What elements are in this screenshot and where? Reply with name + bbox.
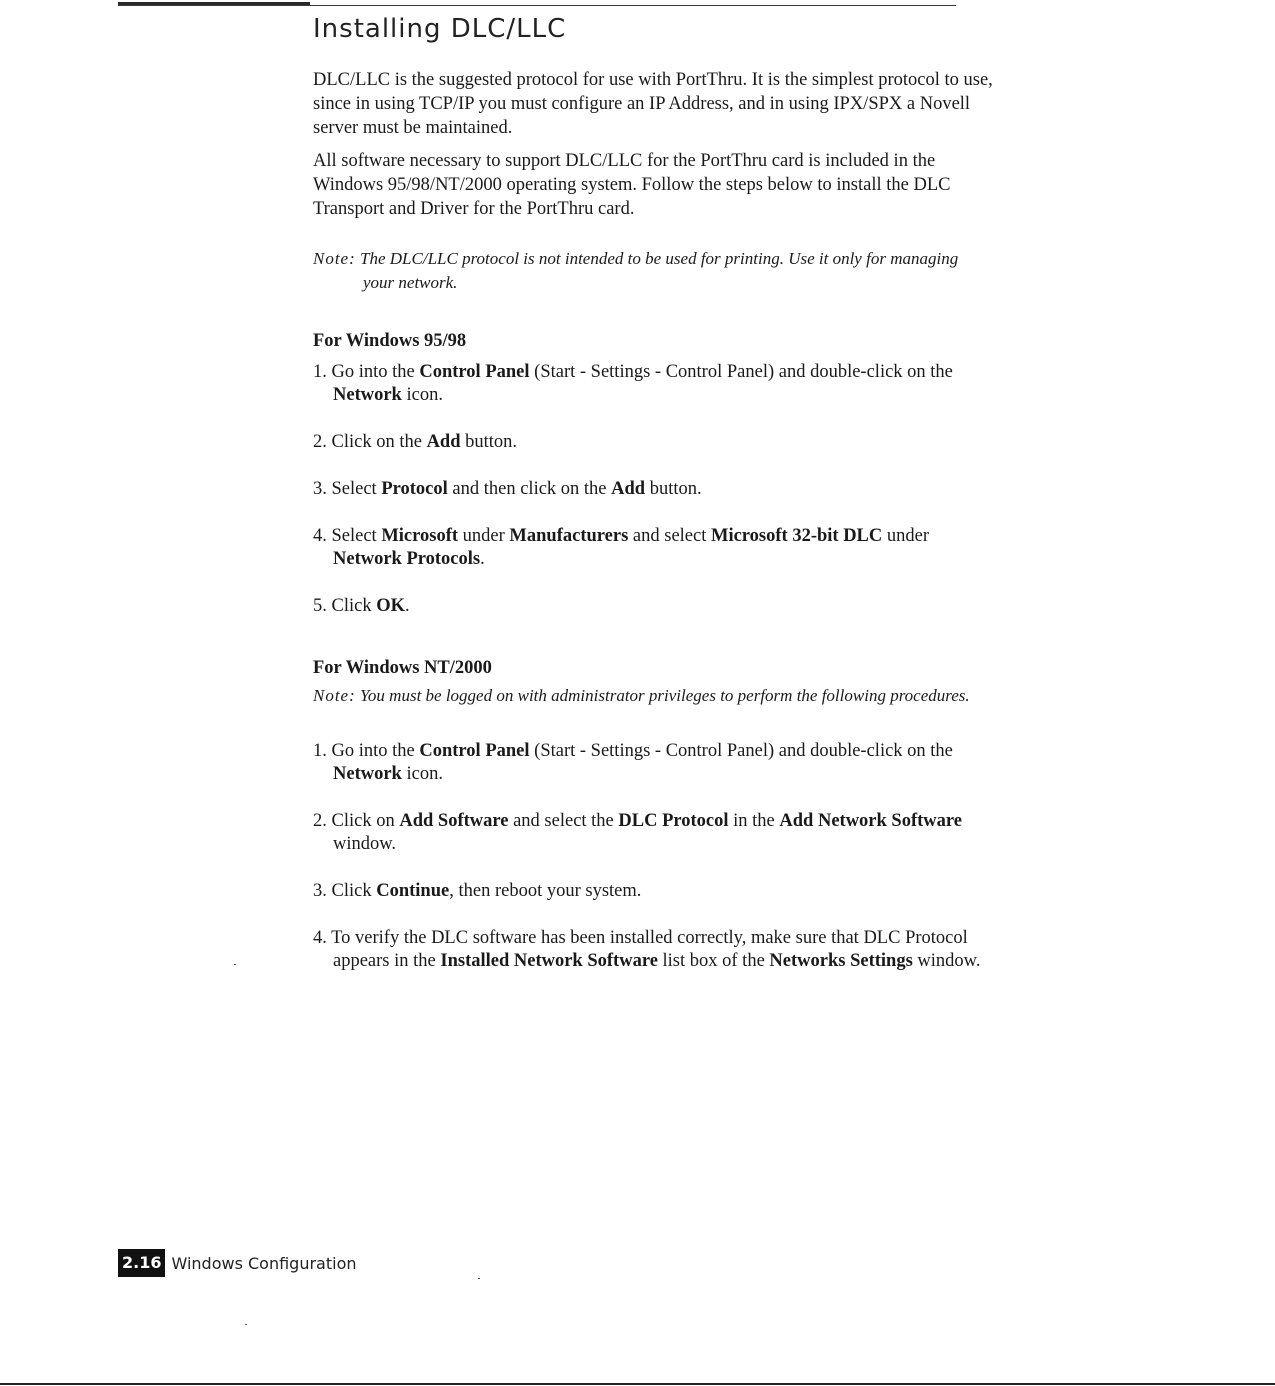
step-text: . [480, 549, 485, 569]
step-ui-term: Manufacturers [509, 526, 629, 546]
step-ui-term: Network [333, 385, 402, 405]
note-label: Note: [313, 686, 356, 705]
step-item [313, 478, 993, 501]
note-printing [313, 247, 993, 295]
note-admin [313, 684, 993, 708]
step-ui-term: Add Network Software [779, 811, 962, 831]
step-ui-term: Microsoft [381, 526, 459, 546]
step-text: 2. Click on the [313, 432, 427, 452]
scan-speck [478, 1278, 480, 1279]
scan-speck [245, 1324, 247, 1325]
step-text: 2. Click on [313, 811, 400, 831]
step-ui-term: Network [333, 764, 402, 784]
step-text: , then reboot your system. [449, 881, 642, 901]
page-title: Installing DLC/LLC [313, 14, 567, 44]
step-item [313, 431, 993, 454]
step-ui-term: Networks Settings [769, 951, 913, 971]
step-item [313, 740, 993, 786]
page-footer [118, 1249, 357, 1277]
step-text: and then click on the [447, 479, 612, 499]
step-text: button. [460, 432, 518, 452]
step-ui-term: DLC Protocol [618, 811, 729, 831]
steps-list-win9x [313, 361, 993, 618]
step-item [313, 361, 993, 407]
page-body [313, 68, 993, 997]
step-text: window. [912, 951, 981, 971]
step-item [313, 810, 993, 856]
scan-speck [234, 964, 236, 965]
step-ui-term: OK [376, 596, 405, 616]
step-text: list box of the [657, 951, 770, 971]
step-text: button. [645, 479, 702, 499]
step-text: (Start - Settings - Control Panel) and double-click on the [529, 741, 953, 761]
step-text: in the [728, 811, 780, 831]
step-ui-term: Protocol [381, 479, 448, 499]
note-text: You must be logged on with administrator privileges to perform the following procedures. [360, 686, 970, 705]
step-text: and select [628, 526, 711, 546]
step-text: 4. To verify the DLC software has been installed correctly, make sure that DLC Protocol appears in the [313, 928, 968, 971]
note-text: The DLC/LLC protocol is not intended to be used for printing. Use it only for managing your network. [360, 249, 959, 292]
step-ui-term: Network Protocols [333, 549, 481, 569]
note-label: Note: [313, 249, 356, 268]
step-text: window. [333, 834, 397, 854]
section-heading-win9x: For Windows 95/98 [313, 331, 467, 351]
step-ui-term: Add [426, 432, 461, 452]
step-text: 4. Select [313, 526, 382, 546]
step-ui-term: Continue [376, 881, 450, 901]
footer-section-title: Windows Configuration [171, 1253, 357, 1273]
step-text: . [405, 596, 410, 616]
section-heading-winnt: For Windows NT/2000 [313, 658, 492, 678]
step-ui-term: Control Panel [419, 741, 530, 761]
step-item [313, 525, 993, 571]
step-text: under [458, 526, 510, 546]
step-ui-term: Installed Network Software [440, 951, 658, 971]
step-item [313, 595, 993, 618]
step-text: icon. [401, 764, 443, 784]
page-number-badge: 2.16 [118, 1249, 165, 1277]
intro-paragraph: DLC/LLC is the suggested protocol for use with PortThru. It is the simplest protocol to use, since in using TCP/IP you must configure an IP Address, and in using IPX/SPX a Novell server must be maintained. [313, 70, 993, 138]
step-text: 3. Select [313, 479, 382, 499]
step-text: 5. Click [313, 596, 377, 616]
page-bottom-rule [0, 1383, 1275, 1385]
step-ui-term: Control Panel [419, 362, 530, 382]
header-rule [118, 5, 956, 6]
intro-paragraph: All software necessary to support DLC/LLC for the PortThru card is included in the Windows 95/98/NT/2000 operating system. Follow the steps below to install the DLC Transport and Driver for the PortThru card. [313, 151, 951, 219]
step-item [313, 880, 993, 903]
step-text: icon. [401, 385, 443, 405]
step-ui-term: Add [611, 479, 646, 499]
step-ui-term: Add Software [399, 811, 509, 831]
step-text: and select the [508, 811, 619, 831]
step-text: under [882, 526, 930, 546]
step-text: 1. Go into the [313, 741, 420, 761]
step-ui-term: Microsoft 32-bit DLC [710, 526, 883, 546]
step-text: (Start - Settings - Control Panel) and double-click on the [529, 362, 953, 382]
steps-list-winnt [313, 740, 993, 973]
step-text: 1. Go into the [313, 362, 420, 382]
step-item [313, 927, 993, 973]
step-text: 3. Click [313, 881, 377, 901]
